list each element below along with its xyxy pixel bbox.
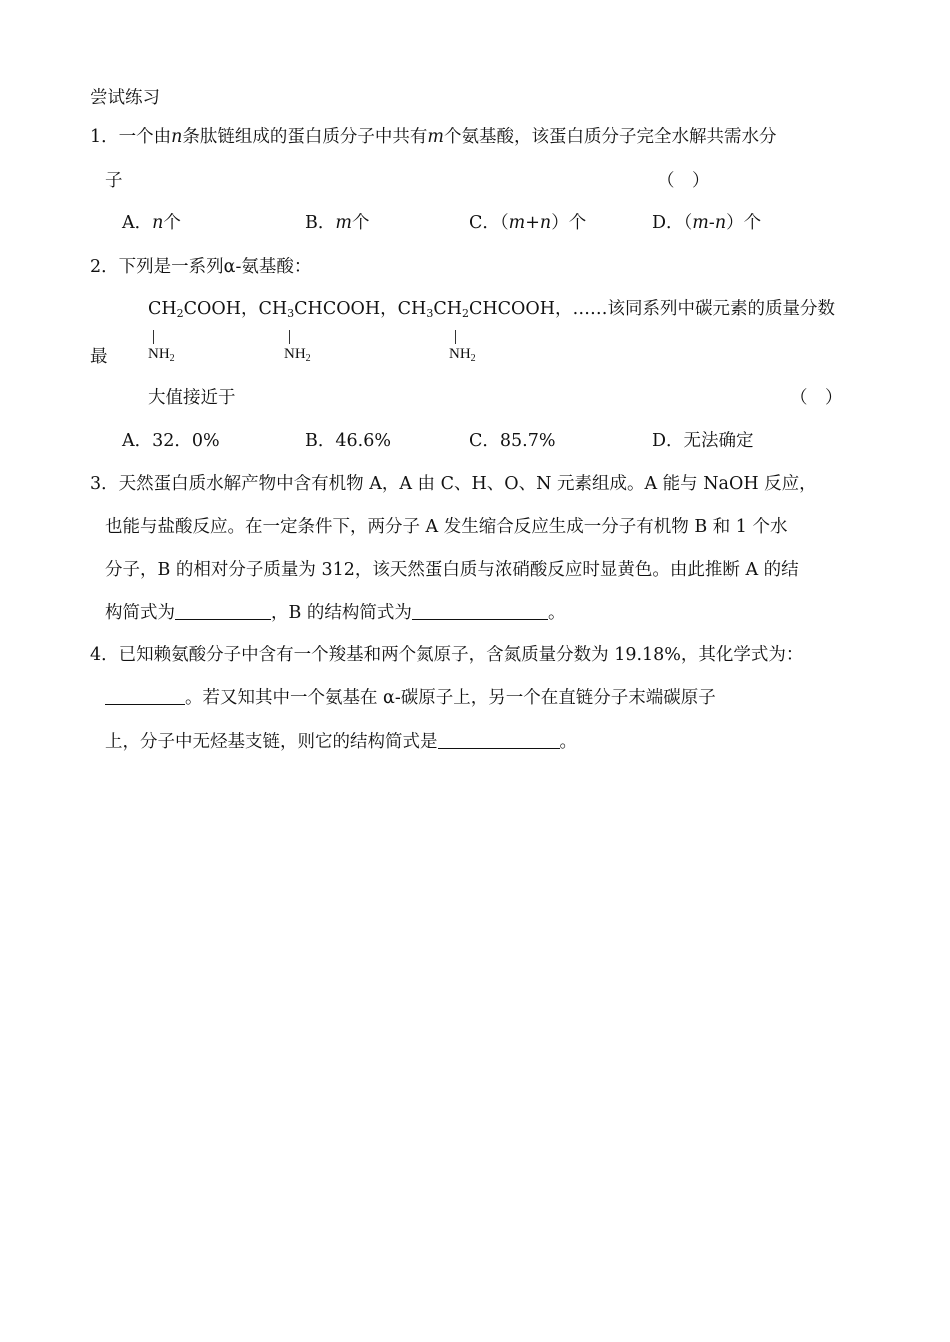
answer-blank-formula[interactable] <box>105 686 185 705</box>
q1-number: 1． <box>90 127 119 147</box>
q3-line1: 3．天然蛋白质水解产物中含有机物 A，A 由 C、H、O、N 元素组成。A 能与 NaOH 反应， <box>90 474 817 494</box>
q1-line1: 1．一个由n条肽链组成的蛋白质分子中共有m个氨基酸，该蛋白质分子完全水解共需水分 <box>90 127 777 147</box>
answer-blank-lysine-structure[interactable] <box>438 730 560 749</box>
bond-line-2 <box>289 330 290 344</box>
q2-option-b: B．46.6% <box>305 431 391 451</box>
q1-answer-paren: （ ） <box>657 171 710 191</box>
q2-answer-paren: （ ） <box>790 388 843 408</box>
q2-option-c: C．85.7% <box>469 431 556 451</box>
q1-option-c: C．（m+n）个 <box>469 213 587 233</box>
bond-line-3 <box>455 330 456 344</box>
q4-line1: 4．已知赖氨酸分子中含有一个羧基和两个氮原子，含氮质量分数为 19.18%，其化学式为： <box>90 645 804 665</box>
q1-option-d: D．（m-n）个 <box>652 213 762 233</box>
q1-line2: 子 <box>105 171 123 191</box>
formula-aminobutyric: $CH_3CH_2CHCOOH$， <box>397 299 573 320</box>
q1-option-a: A．n个 <box>122 213 181 233</box>
q1-option-b: B．m个 <box>305 213 370 233</box>
q2-wrap-char: 最 <box>90 347 108 367</box>
q2-line1: 2．下列是一系列α-氨基酸： <box>90 257 312 277</box>
nh2-group-2: $NH_2$ <box>284 346 311 364</box>
q2-option-d: D．无法确定 <box>652 431 754 451</box>
formula-glycine: $CH_2COOH$， <box>148 299 259 320</box>
q2-option-a: A．32．0% <box>122 431 220 451</box>
formula-alanine: $CH_3CHCOOH$， <box>258 299 398 320</box>
nh2-group-3: $NH_2$ <box>449 346 476 364</box>
q3-line2: 也能与盐酸反应。在一定条件下，两分子 A 发生缩合反应生成一分子有机物 B 和 1 个水 <box>105 517 788 537</box>
q2-number: 2． <box>90 257 119 277</box>
section-title: 尝试练习 <box>90 88 160 108</box>
q2-formula-line: $CH_2COOH$，$CH_3CHCOOH$，$CH_3CH_2CHCOOH$，……该同系列中碳元素的质量分数 <box>148 299 835 320</box>
answer-blank-b-structure[interactable] <box>412 601 548 620</box>
answer-blank-a-structure[interactable] <box>175 601 271 620</box>
q2-line3: 大值接近于 <box>148 388 236 408</box>
bond-line-1 <box>153 330 154 344</box>
q3-number: 3． <box>90 474 119 494</box>
q3-line3: 分子，B 的相对分子质量为 312，该天然蛋白质与浓硝酸反应时显黄色。由此推断 A 的结 <box>105 560 799 580</box>
q4-line3: 上，分子中无烃基支链，则它的结构简式是 。 <box>105 732 577 752</box>
q3-line4: 构简式为 ，B 的结构简式为 。 <box>105 603 566 623</box>
q4-number: 4． <box>90 645 119 665</box>
q4-line2: 。若又知其中一个氨基在 α-碳原子上，另一个在直链分子末端碳原子 <box>105 686 716 710</box>
nh2-group-1: $NH_2$ <box>148 346 175 364</box>
